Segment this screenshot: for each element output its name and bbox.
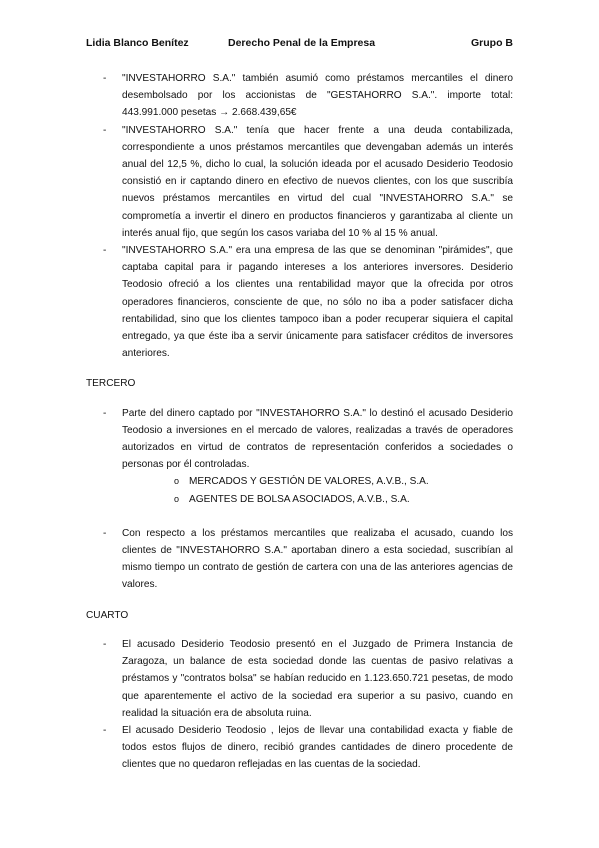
- dash-bullet: -: [103, 73, 107, 84]
- list-item: [86, 405, 513, 508]
- section-heading-tercero: TERCERO: [86, 378, 136, 390]
- list-item: [86, 722, 513, 774]
- dash-bullet: -: [103, 124, 107, 136]
- list-item: [86, 122, 513, 242]
- list-item: [86, 525, 513, 594]
- paragraph: "INVESTAHORRO S.A." también asumió como préstamos mercantiles el dinero desembolsado por los accionistas de "GESTAHORRO S.A.". importe total: 443.991.000 pesetas → 2.668.439,65€: [122, 73, 513, 119]
- list-block-tercero: [86, 405, 513, 594]
- paragraph: El acusado Desiderio Teodosio presentó en el Juzgado de Primera Instancia de Zaragoza, un balance de esta sociedad donde las cuentas de pasivo relativas a préstamos y "contratos bolsa" se habían reducido en 1.123.650.721 pesetas, de modo que aparentemente el activo de la sociedad era superior a su pasivo, cuando en realidad la situación era de absoluta ruina.: [122, 638, 513, 719]
- sub-item-text: AGENTES DE BOLSA ASOCIADOS, A.V.B., S.A.: [189, 493, 410, 505]
- list-item: [86, 242, 513, 362]
- paragraph: El acusado Desiderio Teodosio , lejos de llevar una contabilidad exacta y fiable de todos estos flujos de dinero, recibió grandes cantidades de dinero procedente de clientes que no quedaron reflejadas en las cuentas de la sociedad.: [122, 724, 513, 771]
- list-item: [86, 70, 513, 122]
- paragraph: "INVESTAHORRO S.A." era una empresa de las que se denominan "pirámides", que captaba capital para ir pagando intereses a los anteriores inversores. Desiderio Teodosio ofreció a los clientes una rentabilidad mayor que la ofrecida por otros operadores financieros, consciente de que, no sólo no iba a poder satisfacer dicha rentabilidad, sino que los clientes tampoco iban a poder recuperar siquiera el capital entregado, ya que éste iba a servir únicamente para satisfacer créditos de inversores anteriores.: [122, 245, 513, 360]
- header-title: Derecho Penal de la Empresa: [228, 37, 376, 49]
- dash-bullet: -: [103, 527, 107, 539]
- paragraph: "INVESTAHORRO S.A." tenía que hacer frente a una deuda contabilizada, correspondiente a unos préstamos mercantiles que devengaban además un interés anual del 12,5 %, dicho lo cual, la solución ideada por el acusado Desiderio Teodosio consistió en ir captando dinero en efectivo de nuevos clientes, con los que suscribía nuevos préstamos mercantiles en virtud del cual "INVESTAHORRO S.A." se comprometía a invertir el dinero en productos financieros y garantizaba al cliente un interés anual fijo, que según los casos variaba del 10 % al 15 % anual.: [122, 124, 513, 239]
- header-author: Lidia Blanco Benítez: [86, 37, 189, 49]
- header-group: Grupo B: [471, 37, 513, 49]
- list-block-cuarto: [86, 636, 513, 774]
- sub-list: [122, 473, 513, 507]
- sub-list-item: [122, 473, 513, 490]
- sub-list-item: [122, 491, 513, 508]
- dash-bullet: -: [103, 245, 107, 257]
- circle-bullet: o: [174, 493, 180, 504]
- dash-bullet: -: [103, 638, 107, 650]
- dash-bullet: -: [103, 407, 107, 419]
- sub-item-text: MERCADOS Y GESTIÓN DE VALORES, A.V.B., S.A.: [189, 476, 429, 488]
- circle-bullet: o: [174, 476, 180, 487]
- page-header: [86, 37, 513, 53]
- paragraph: Parte del dinero captado por "INVESTAHORRO S.A." lo destinó el acusado Desiderio Teodosio a inversiones en el mercado de valores, realizadas a través de operadores autorizados en virtud de contratos de representación conferidos a sociedades o personas por él controladas.: [122, 407, 513, 471]
- spacer: [86, 508, 513, 525]
- paragraph: Con respecto a los préstamos mercantiles que realizaba el acusado, cuando los clientes de "INVESTAHORRO S.A." aportaban dinero a esta sociedad, suscribían al mismo tiempo un contrato de gestión de cartera con una de las anteriores agencias de valores.: [122, 527, 513, 591]
- section-heading-cuarto: CUARTO: [86, 609, 129, 621]
- list-item: [86, 636, 513, 722]
- list-block-1: [86, 70, 513, 362]
- dash-bullet: -: [103, 724, 107, 736]
- document-body: [86, 70, 513, 774]
